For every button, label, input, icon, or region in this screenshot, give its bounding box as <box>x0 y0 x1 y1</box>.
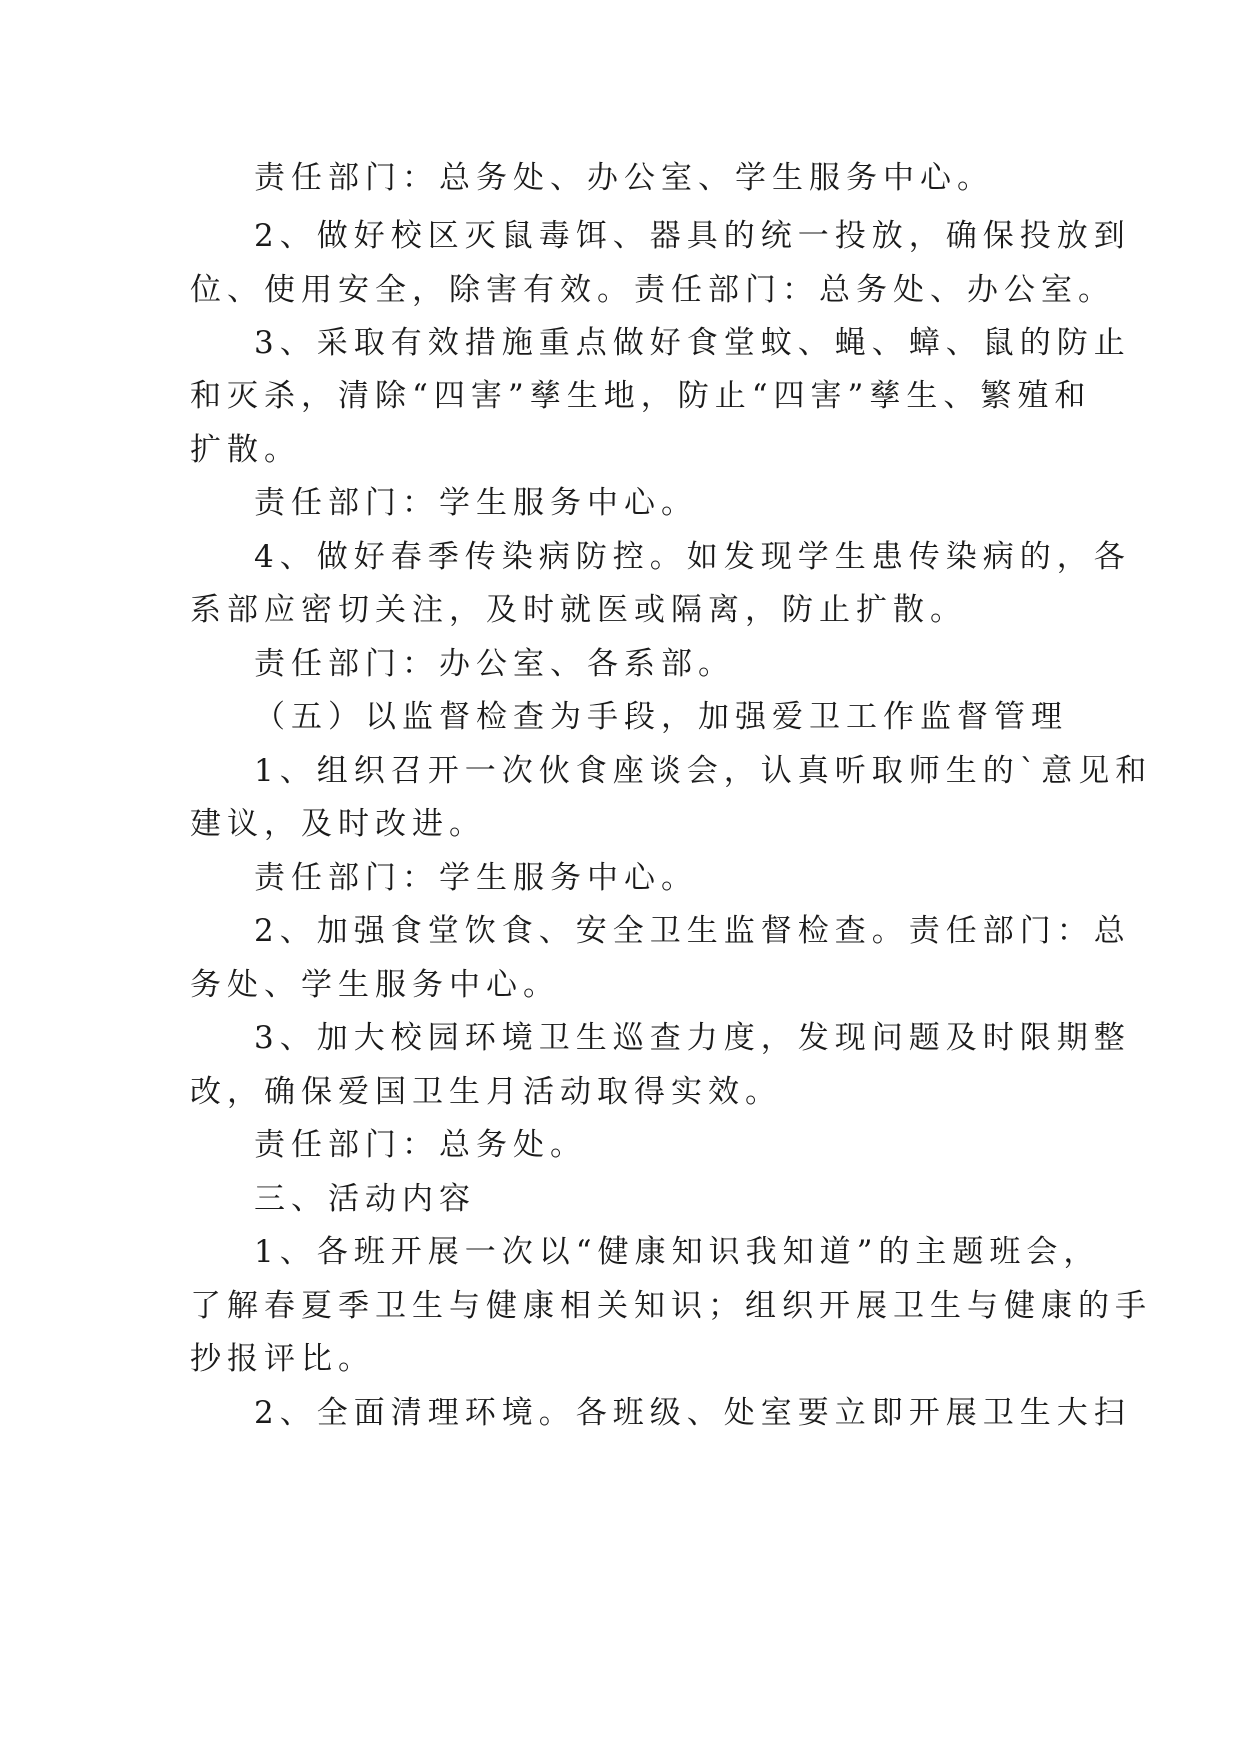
paragraph-line: 改，确保爱国卫生月活动取得实效。 <box>190 1074 782 1110</box>
section-heading: 三、活动内容 <box>254 1181 476 1217</box>
paragraph-line: 2、全面清理环境。各班级、处室要立即开展卫生大扫 <box>254 1395 1131 1431</box>
paragraph-line: 2、做好校区灭鼠毒饵、器具的统一投放，确保投放到 <box>254 218 1131 254</box>
paragraph-line: 建议，及时改进。 <box>190 806 486 842</box>
paragraph-line: 1、组织召开一次伙食座谈会，认真听取师生的`意见和 <box>254 753 1153 789</box>
paragraph-line: 系部应密切关注，及时就医或隔离，防止扩散。 <box>190 592 967 628</box>
paragraph-line: 责任部门：学生服务中心。 <box>254 485 698 521</box>
paragraph-line: 3、加大校园环境卫生巡查力度，发现问题及时限期整 <box>254 1020 1131 1056</box>
paragraph-line: 了解春夏季卫生与健康相关知识；组织开展卫生与健康的手 <box>190 1288 1152 1324</box>
paragraph-line: 责任部门：办公室、各系部。 <box>254 646 735 682</box>
paragraph-line: 责任部门：总务处。 <box>254 1127 587 1163</box>
paragraph-line: 和灭杀，清除“四害”孳生地，防止“四害”孳生、繁殖和 <box>190 378 1092 414</box>
paragraph-line: 3、采取有效措施重点做好食堂蚊、蝇、蟑、鼠的防止 <box>254 325 1131 361</box>
paragraph-line: 4、做好春季传染病防控。如发现学生患传染病的，各 <box>254 539 1131 575</box>
paragraph-line: 扩散。 <box>190 432 301 468</box>
paragraph-line: 抄报评比。 <box>190 1341 375 1377</box>
paragraph-line: 1、各班开展一次以“健康知识我知道”的主题班会， <box>254 1234 1101 1270</box>
section-heading: （五）以监督检查为手段，加强爱卫工作监督管理 <box>254 699 1068 735</box>
paragraph-line: 务处、学生服务中心。 <box>190 967 560 1003</box>
paragraph-line: 2、加强食堂饮食、安全卫生监督检查。责任部门：总 <box>254 913 1131 949</box>
paragraph-line: 位、使用安全，除害有效。责任部门：总务处、办公室。 <box>190 272 1115 308</box>
paragraph-line: 责任部门：总务处、办公室、学生服务中心。 <box>254 160 994 196</box>
paragraph-line: 责任部门：学生服务中心。 <box>254 860 698 896</box>
